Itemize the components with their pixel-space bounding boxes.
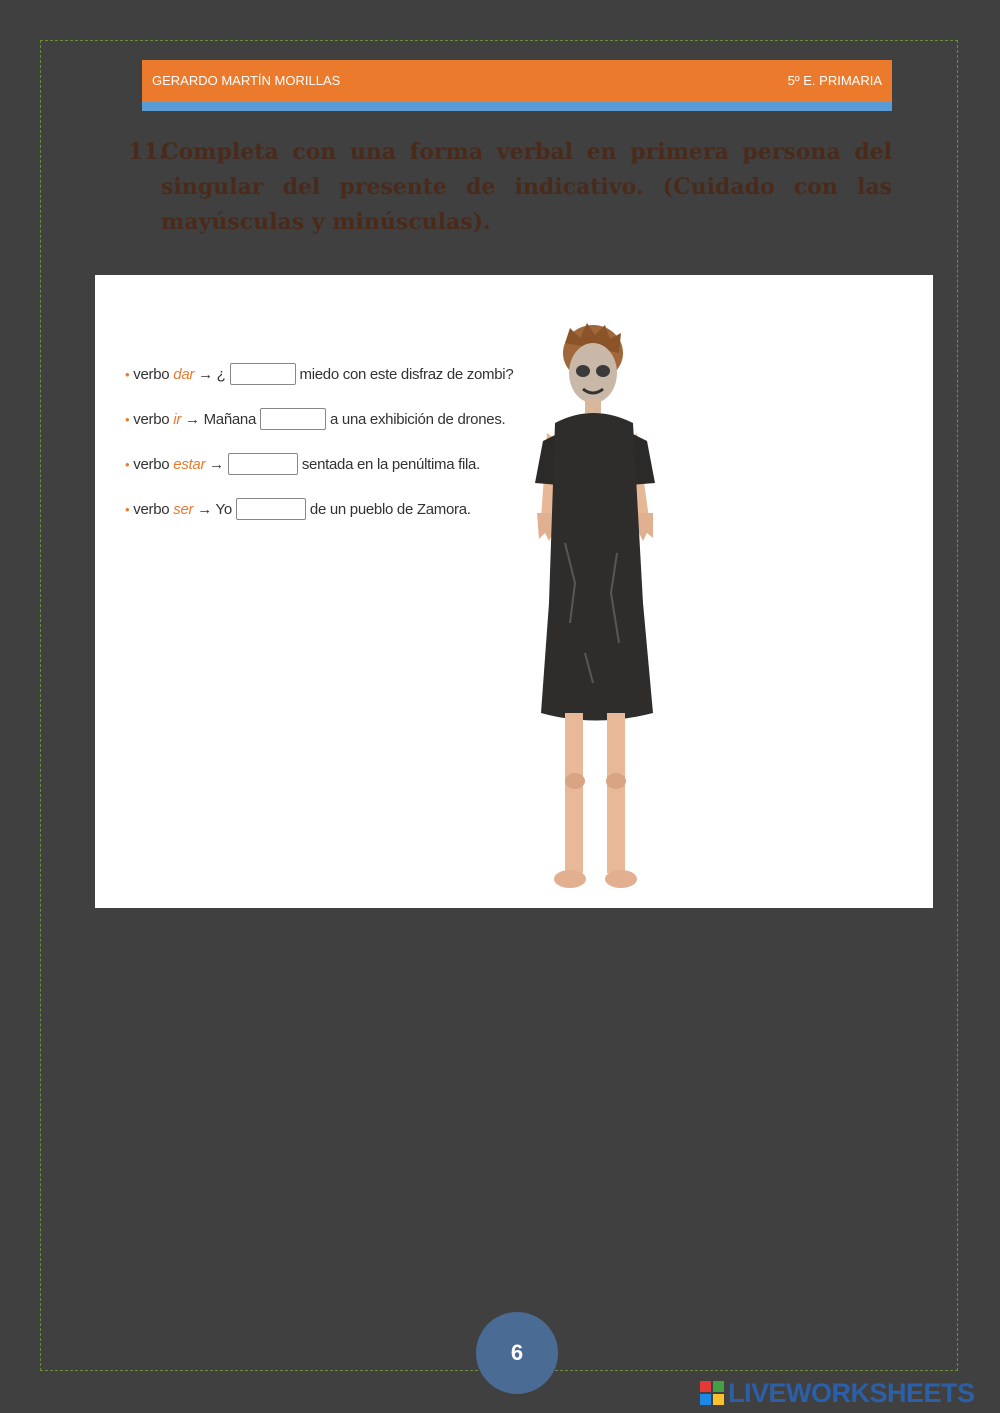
item-prefix: verbo xyxy=(133,455,170,473)
exercise-card xyxy=(95,275,933,908)
answer-input-ser[interactable] xyxy=(236,498,306,520)
exercise-item-estar xyxy=(125,453,480,475)
page-number-badge xyxy=(476,1312,558,1394)
bullet-icon: • xyxy=(125,456,130,472)
item-verb: ser xyxy=(173,500,194,518)
item-verb: ir xyxy=(173,410,182,428)
item-before: → Mañana xyxy=(185,410,257,428)
item-prefix: verbo xyxy=(133,500,170,518)
liveworksheets-icon xyxy=(700,1381,724,1405)
page-number: 6 xyxy=(510,1340,524,1365)
answer-input-dar[interactable] xyxy=(230,363,296,385)
answer-input-estar[interactable] xyxy=(228,453,298,475)
instruction xyxy=(128,135,892,240)
instruction-text: Completa con una forma verbal en primera persona del singular del presente de indicativo. (Cuidado con las mayúsculas y minúsculas). xyxy=(161,139,892,235)
item-prefix: verbo xyxy=(133,410,170,428)
brand-logo xyxy=(700,1378,975,1408)
item-before: → xyxy=(209,455,224,473)
item-verb: estar xyxy=(173,455,206,473)
item-verb: dar xyxy=(173,365,195,383)
item-before: → ¿ xyxy=(198,365,226,383)
bullet-icon: • xyxy=(125,366,130,382)
item-after: sentada en la penúltima fila. xyxy=(301,455,480,473)
bullet-icon: • xyxy=(125,501,130,517)
answer-input-ir[interactable] xyxy=(260,408,326,430)
item-before: → Yo xyxy=(197,500,232,518)
exercise-item-dar xyxy=(125,363,513,385)
grade-label: 5º E. PRIMARIA xyxy=(787,73,882,88)
item-prefix: verbo xyxy=(133,365,170,383)
exercise-item-ir xyxy=(125,408,505,430)
instruction-number: 11. xyxy=(128,139,167,165)
brand-name: LIVEWORKSHEETS xyxy=(728,1377,975,1408)
bullet-icon: • xyxy=(125,411,130,427)
zombie-child-illustration xyxy=(525,323,665,908)
item-after: a una exhibición de drones. xyxy=(330,410,506,428)
item-after: de un pueblo de Zamora. xyxy=(309,500,471,518)
item-after: miedo con este disfraz de zombi? xyxy=(299,365,514,383)
header-stripe xyxy=(142,102,892,111)
author-name: GERARDO MARTÍN MORILLAS xyxy=(152,73,341,88)
exercise-item-ser xyxy=(125,498,471,520)
